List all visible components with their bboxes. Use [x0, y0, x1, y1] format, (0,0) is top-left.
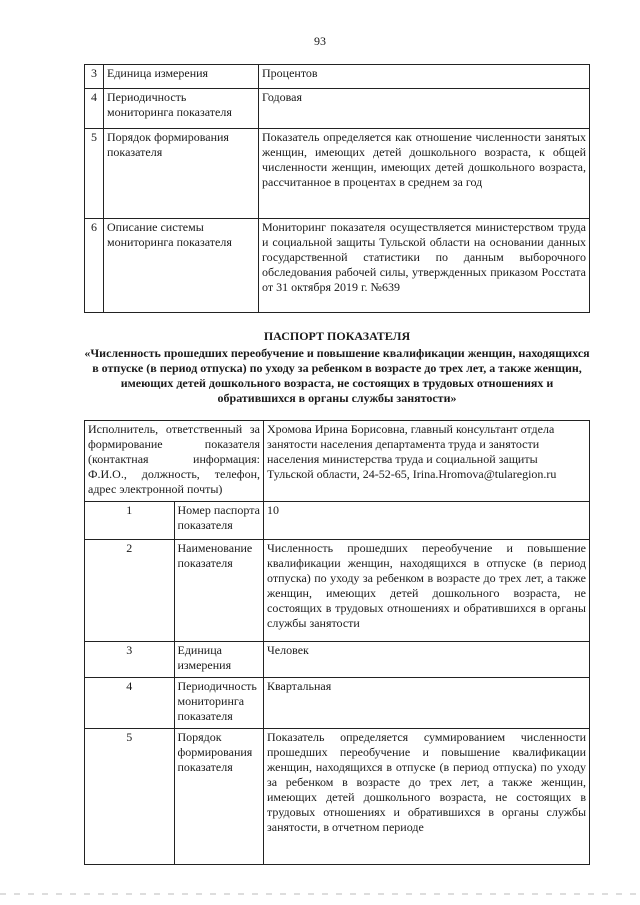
row-label: Описание системы мониторинга показателя — [104, 219, 259, 313]
row-value: Квартальная — [264, 678, 590, 729]
scan-edge-artifact — [0, 893, 640, 895]
row-label: Порядок формирования показателя — [104, 129, 259, 219]
page-number: 93 — [314, 34, 326, 48]
table-row — [85, 642, 590, 678]
executor-value: Хромова Ирина Борисовна, главный консультант отдела занятости населения департамента труда и занятости населения министерства труда и социальной защиты Тульской области, 24-52-65, Irina.Hromova@tularegion.ru — [264, 421, 590, 502]
row-number: 4 — [85, 89, 104, 129]
passport-heading — [84, 329, 590, 406]
row-number: 1 — [85, 502, 175, 540]
row-label: Периодичность мониторинга показателя — [174, 678, 264, 729]
row-label: Единица измерения — [174, 642, 264, 678]
row-value: Годовая — [259, 89, 590, 129]
row-label: Порядок формирования показателя — [174, 729, 264, 865]
row-value: Мониторинг показателя осуществляется министерством труда и социальной защиты Тульской области на основании данных государственной статистики по данным выборочного обследования рабочей силы, утвержденных приказом Росстата от 31 октября 2019 г. №639 — [259, 219, 590, 313]
row-value: 10 — [264, 502, 590, 540]
row-value: Показатель определяется как отношение численности занятых женщин, имеющих детей дошкольного возраста, к общей численности женщин, имеющих детей дошкольного возраста, рассчитанное в процентах в среднем за год — [259, 129, 590, 219]
executor-row — [85, 421, 590, 502]
table-row — [85, 219, 590, 313]
row-label: Наименование показателя — [174, 540, 264, 642]
indicator-table-continued — [84, 64, 590, 313]
row-number: 4 — [85, 678, 175, 729]
row-label: Номер паспорта показателя — [174, 502, 264, 540]
table-row — [85, 89, 590, 129]
row-number: 2 — [85, 540, 175, 642]
row-number: 3 — [85, 642, 175, 678]
table-row — [85, 678, 590, 729]
indicator-passport-table — [84, 420, 590, 865]
row-number: 5 — [85, 129, 104, 219]
executor-label: Исполнитель, ответственный за формирование показателя (контактная информация: Ф.И.О., должность, телефон, адрес электронной почты) — [85, 421, 264, 502]
table-row — [85, 540, 590, 642]
table-row — [85, 129, 590, 219]
table-row — [85, 502, 590, 540]
table-row — [85, 65, 590, 89]
passport-subtitle: «Численность прошедших переобучение и повышение квалификации женщин, находящихся в отпуске (в период отпуска) по уходу за ребенком в возрасте до трех лет, а также женщин, имеющих детей дошкольного возраста, не состоящих в трудовых отношениях и обратившихся в органы службы занятости» — [84, 346, 590, 405]
row-label: Единица измерения — [104, 65, 259, 89]
table-row — [85, 729, 590, 865]
row-number: 6 — [85, 219, 104, 313]
row-number: 3 — [85, 65, 104, 89]
row-value: Процентов — [259, 65, 590, 89]
row-label: Периодичность мониторинга показателя — [104, 89, 259, 129]
row-number: 5 — [85, 729, 175, 865]
row-value: Человек — [264, 642, 590, 678]
passport-title: ПАСПОРТ ПОКАЗАТЕЛЯ — [263, 329, 411, 343]
row-value: Численность прошедших переобучение и повышение квалификации женщин, находящихся в отпуске (в период отпуска) по уходу за ребенком в возрасте до трех лет, а также женщин, имеющих детей дошкольного возраста, не состоящих в трудовых отношениях и обратившихся в органы службы занятости — [264, 540, 590, 642]
row-value: Показатель определяется суммированием численности прошедших переобучение и повышение квалификации женщин, находящихся в отпуске (в период отпуска) по уходу за ребенком в возрасте до трех лет, а также женщин, имеющих детей дошкольного возраста, не состоящих в трудовых отношениях и обратившихся в органы службы занятости, в отчетном периоде — [264, 729, 590, 865]
